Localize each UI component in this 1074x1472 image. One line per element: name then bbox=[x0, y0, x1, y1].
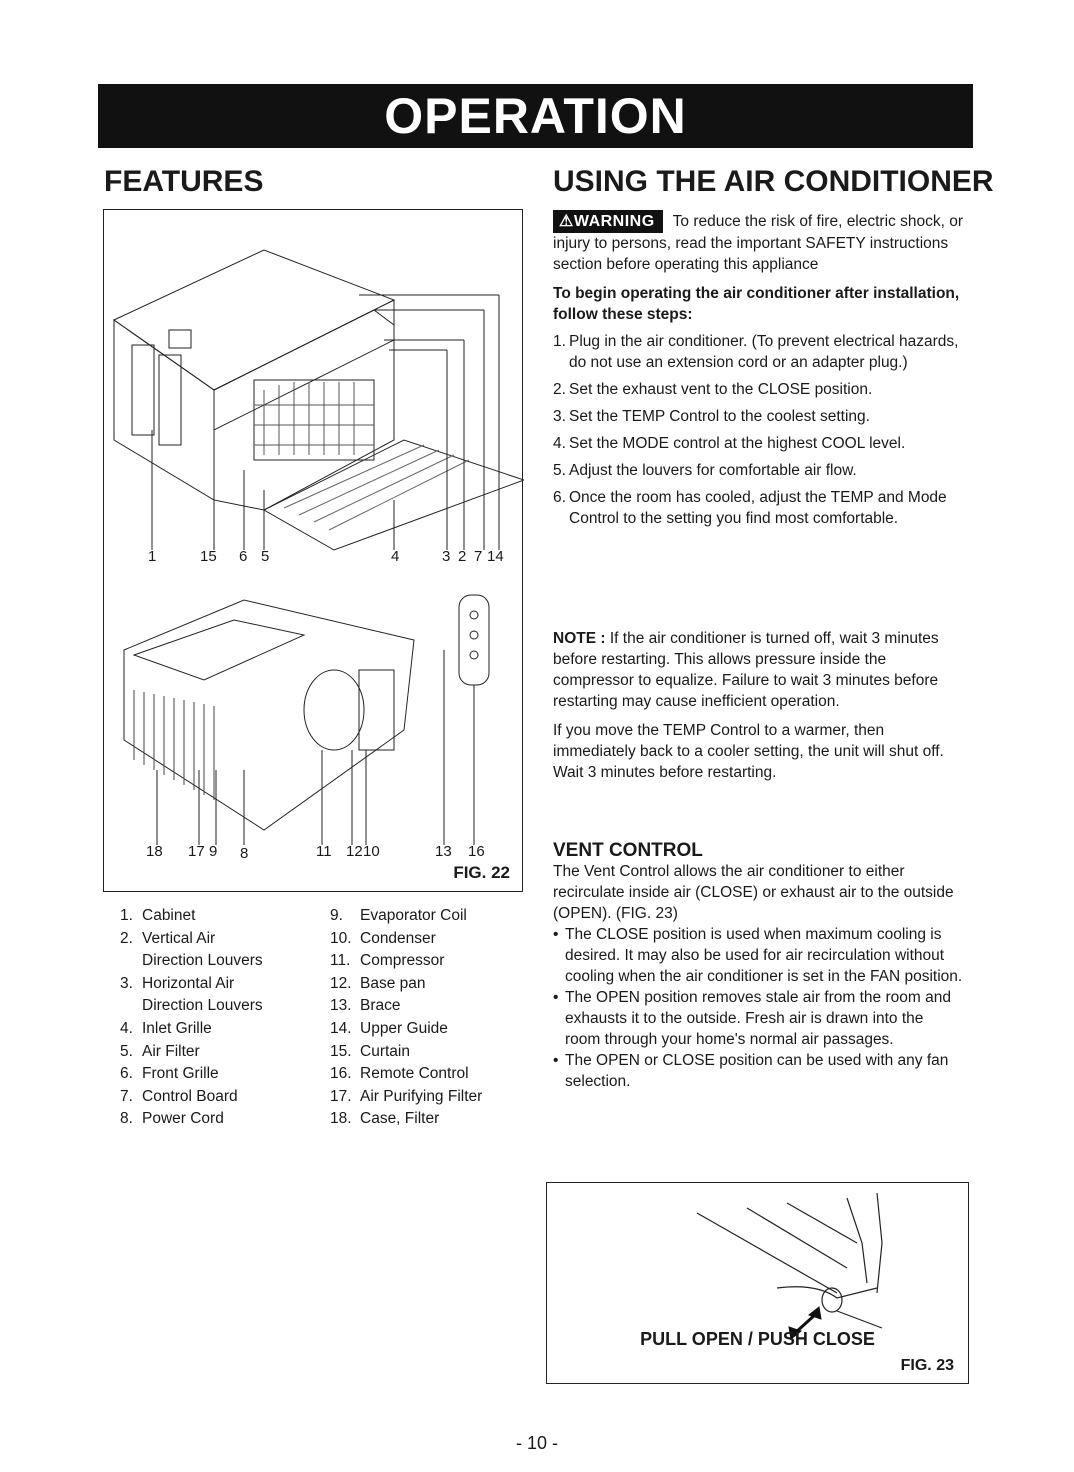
list-item: 3. Set the TEMP Control to the coolest setting. bbox=[553, 408, 870, 425]
parts-list-right bbox=[330, 905, 530, 1131]
vent-section bbox=[553, 840, 963, 1092]
list-item: 9. Evaporator Coil bbox=[330, 907, 467, 924]
vent-lever-illustration bbox=[547, 1183, 970, 1385]
list-item: 5. Air Filter bbox=[120, 1042, 200, 1060]
list-item: 16. Remote Control bbox=[330, 1065, 469, 1083]
callout-14: 14 bbox=[487, 548, 504, 565]
callout-18: 18 bbox=[146, 843, 163, 860]
list-item: 13. Brace bbox=[330, 997, 401, 1015]
list-item: 14. Upper Guide bbox=[330, 1019, 448, 1037]
list-item: 6. Front Grille bbox=[120, 1065, 219, 1083]
list-item: 8. Power Cord bbox=[120, 1110, 224, 1128]
list-item: 6. Once the room has cooled, adjust the TEMP and Mode Control to the setting you find most comfortable. bbox=[553, 489, 947, 527]
temp-paragraph: If you move the TEMP Control to a warmer, then immediately back to a cooler setting, the unit will shut off. Wait 3 minutes before restarting. bbox=[553, 722, 944, 781]
list-item: 3. Horizontal Air Direction Louvers bbox=[120, 974, 263, 1015]
callout-17: 17 bbox=[188, 843, 205, 860]
vent-intro: The Vent Control allows the air conditioner to either recirculate inside air (CLOSE) or exhaust air to the outside (OPEN). (FIG. 23) bbox=[553, 863, 954, 922]
list-item: 1. Plug in the air conditioner. (To prevent electrical hazards, do not use an extension cord or an adapter plug.) bbox=[553, 333, 959, 371]
warning-badge: ⚠WARNING bbox=[553, 210, 663, 233]
list-item: 18. Case, Filter bbox=[330, 1110, 440, 1128]
callout-7: 7 bbox=[474, 548, 483, 565]
fig-23-label: FIG. 23 bbox=[900, 1357, 954, 1374]
list-item: 4. Set the MODE control at the highest COOL level. bbox=[553, 435, 906, 452]
using-heading: USING THE AIR CONDITIONER bbox=[553, 165, 994, 198]
list-item: 4. Inlet Grille bbox=[120, 1019, 212, 1037]
callout-16: 16 bbox=[468, 843, 485, 860]
list-item: • The CLOSE position is used when maximum cooling is desired. It may also be used for air recirculation without cooling when the air conditioner is set in the FAN position. bbox=[553, 926, 963, 985]
page-number: - 10 - bbox=[515, 1433, 558, 1453]
list-item: • The OPEN position removes stale air from the room and exhausts it to the outside. Fresh air is drawn into the room through your home's normal air passages. bbox=[553, 989, 951, 1048]
steps-intro: To begin operating the air conditioner after installation, follow these steps: bbox=[553, 285, 960, 323]
callout-1: 1 bbox=[148, 548, 157, 565]
callout-15: 15 bbox=[200, 548, 217, 565]
list-item: 7. Control Board bbox=[120, 1087, 238, 1105]
fig-22-label: FIG. 22 bbox=[453, 863, 510, 882]
list-item: 15. Curtain bbox=[330, 1042, 410, 1060]
list-item: 11. Compressor bbox=[330, 952, 445, 970]
list-item: 5. Adjust the louvers for comfortable air flow. bbox=[553, 462, 857, 479]
callout-5: 5 bbox=[261, 548, 270, 565]
callout-8: 8 bbox=[240, 845, 249, 862]
callout-3: 3 bbox=[442, 548, 451, 565]
warning-paragraph: ⚠WARNING To reduce the risk of fire, electric shock, or injury to persons, read the important SAFETY instructions section before operating this appliance bbox=[553, 210, 963, 275]
parts-list-left bbox=[120, 905, 320, 1131]
figure-22 bbox=[103, 209, 523, 892]
callout-6: 6 bbox=[239, 548, 248, 565]
callout-13: 13 bbox=[435, 843, 452, 860]
callout-10: 10 bbox=[363, 843, 380, 860]
list-item: 2. Vertical Air Direction Louvers bbox=[120, 929, 263, 970]
list-item: 2. Set the exhaust vent to the CLOSE position. bbox=[553, 381, 873, 398]
fig-23-caption: PULL OPEN / PUSH CLOSE bbox=[640, 1329, 875, 1349]
callout-11: 11 bbox=[316, 843, 332, 860]
features-heading: FEATURES bbox=[104, 165, 264, 198]
list-item: 10. Condenser bbox=[330, 929, 436, 947]
list-item: 12. Base pan bbox=[330, 974, 426, 992]
callout-12: 12 bbox=[346, 843, 363, 860]
page-banner-title: OPERATION bbox=[98, 84, 973, 148]
vent-heading: VENT CONTROL bbox=[553, 840, 703, 861]
list-item: 17. Air Purifying Filter bbox=[330, 1087, 483, 1105]
list-item: 1. Cabinet bbox=[120, 907, 196, 924]
callout-9: 9 bbox=[209, 843, 218, 860]
using-section bbox=[553, 210, 963, 535]
note-section bbox=[553, 628, 963, 783]
figure-23 bbox=[546, 1182, 969, 1384]
list-item: • The OPEN or CLOSE position can be used with any fan selection. bbox=[553, 1052, 949, 1090]
note-paragraph: NOTE : If the air conditioner is turned off, wait 3 minutes before restarting. This allows pressure inside the compressor to equalize. Failure to wait 3 minutes before restarting may cause inefficient operation. bbox=[553, 630, 939, 710]
callout-4: 4 bbox=[391, 548, 400, 565]
callout-2: 2 bbox=[458, 548, 467, 565]
